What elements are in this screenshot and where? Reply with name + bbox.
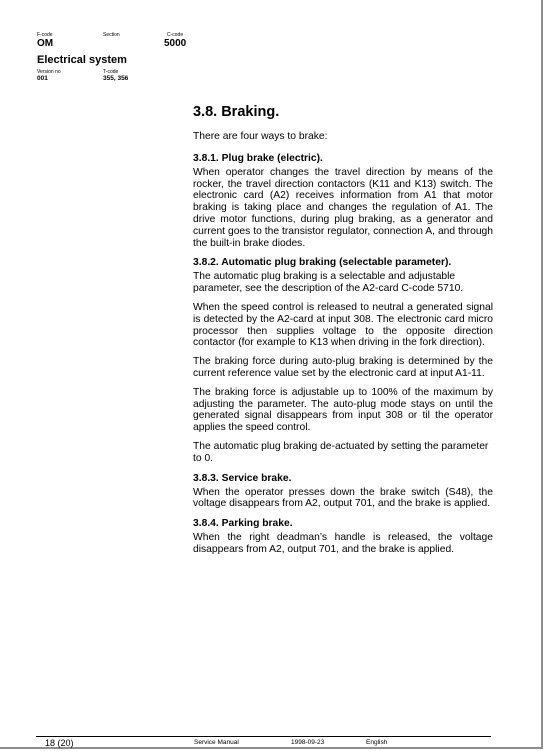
- ccode-value: 5000: [164, 38, 187, 49]
- section-title: 3.8.4. Parking brake.: [193, 518, 293, 530]
- section-automatic-plug-braking: [193, 257, 493, 464]
- section-paragraph: The automatic plug braking is a selectable and adjustable parameter, see the description of the A2-card C-code 5710.: [193, 271, 464, 295]
- footer-divider: [36, 736, 491, 737]
- tcode-label: T-code: [103, 69, 119, 75]
- section-paragraph: The automatic plug braking de-actuated by setting the parameter to 0.: [193, 440, 489, 464]
- document-title: Electrical system: [37, 54, 127, 66]
- intro-text: There are four ways to brake:: [193, 131, 328, 142]
- section-paragraph: The braking force during auto-plug braking is determined by the current reference value set by the electronic card at input A1-11.: [193, 356, 493, 379]
- section-plug-brake: [193, 153, 493, 250]
- fcode-label: F-code: [37, 32, 53, 38]
- version-value: 001: [37, 75, 48, 82]
- section-paragraph: When the speed control is released to neutral a generated signal is detected by the A2-card at input 308. The electronic card micro processor then supplies voltage to the opposite direction contactor (for example to K13 when driving in the fork direction).: [193, 301, 493, 349]
- section-paragraph: When the operator presses down the brake switch (S48), the voltage disappears from A2, output 701, and the brake is applied.: [193, 486, 493, 510]
- section-title: 3.8.3. Service brake.: [193, 472, 292, 484]
- section-paragraph: When operator changes the travel direction by means of the rocker, the travel direction contactors (K11 and K13) switch. The electronic card (A2) receives information from A1 that motor braking is taking place and changes the regulation of A1. The drive motor functions, during plug braking, as a generator and current goes to the transistor regulator, connection A, and through the built-in brake diodes.: [193, 166, 493, 249]
- version-label: Version no: [37, 69, 61, 75]
- footer-date: 1998-09-23: [291, 739, 325, 746]
- section-paragraph: The braking force is adjustable up to 100% of the maximum by adjusting the parameter. The auto-plug mode stays on until the generated signal disappears from input 308 or til the operator applies the speed control.: [193, 386, 493, 434]
- fcode-value: OM: [37, 38, 54, 49]
- page-number: 18 (20): [45, 738, 74, 748]
- section-label: Section: [103, 32, 120, 38]
- tcode-value: 355, 356: [103, 75, 129, 82]
- section-paragraph: When the right deadman’s handle is released, the voltage disappears from A2, output 701, and the brake is applied.: [193, 532, 493, 555]
- main-content: [193, 104, 493, 563]
- section-title: 3.8.1. Plug brake (electric).: [193, 152, 323, 164]
- page-heading: 3.8. Braking.: [193, 104, 280, 120]
- section-parking-brake: [193, 518, 493, 556]
- section-title: 3.8.2. Automatic plug braking (selectable parameter).: [193, 257, 452, 269]
- section-service-brake: [193, 473, 493, 511]
- footer-language: English: [366, 739, 388, 746]
- footer-doc-type: Service Manual: [194, 739, 239, 746]
- ccode-label: C-code: [167, 32, 184, 38]
